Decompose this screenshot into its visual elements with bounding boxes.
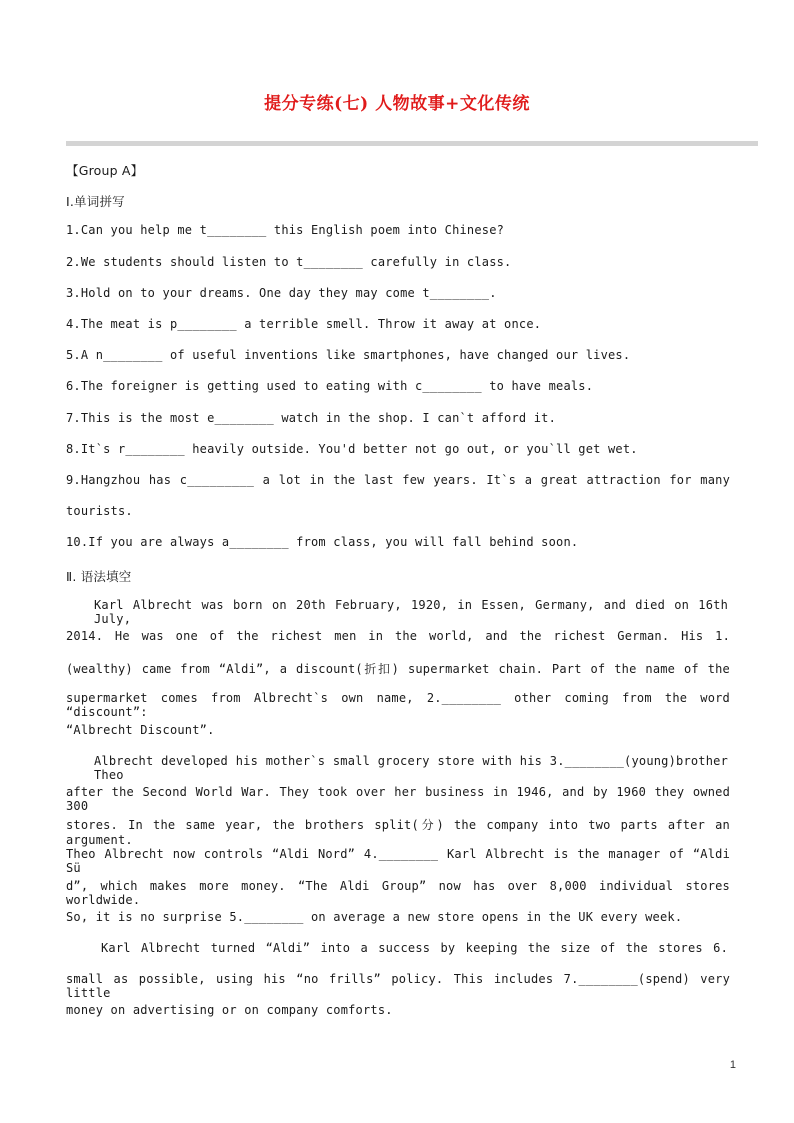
passage-line: Albrecht developed his mother`s small grocery store with his 3.________(young)brother Theo: [94, 754, 728, 782]
exercise-item: 2.We students should listen to t________ carefully in class.: [66, 255, 512, 269]
section1-heading: Ⅰ.单词拼写: [66, 194, 125, 209]
exercise-item: 1.Can you help me t________ this English poem into Chinese?: [66, 223, 505, 237]
exercise-item: 5.A n________ of useful inventions like smartphones, have changed our lives.: [66, 348, 631, 362]
exercise-item-continued: tourists.: [66, 504, 133, 518]
exercise-item: 6.The foreigner is getting used to eating with c________ to have meals.: [66, 379, 594, 393]
passage-line: Karl Albrecht was born on 20th February, 1920, in Essen, Germany, and died on 16th July,: [94, 598, 728, 626]
exercise-item: 3.Hold on to your dreams. One day they may come t________.: [66, 286, 497, 300]
passage-line: supermarket comes from Albrecht`s own name, 2.________ other coming from the word “discount”:: [66, 691, 730, 719]
passage-line: Theo Albrecht now controls “Aldi Nord” 4.________ Karl Albrecht is the manager of “Aldi Sü: [66, 847, 730, 875]
title-divider: [66, 141, 758, 146]
passage-line: (wealthy) came from “Aldi”, a discount(折扣) supermarket chain. Part of the name of the: [66, 662, 730, 676]
exercise-item: 7.This is the most e________ watch in the shop. I can`t afford it.: [66, 411, 557, 425]
passage-line: stores. In the same year, the brothers split(分) the company into two parts after an argument.: [66, 818, 730, 847]
passage-line: small as possible, using his “no frills” policy. This includes 7.________(spend) very little: [66, 972, 730, 1000]
passage-line: 2014. He was one of the richest men in the world, and the richest German. His 1.: [66, 629, 730, 643]
passage-line: So, it is no surprise 5.________ on average a new store opens in the UK every week.: [66, 910, 683, 924]
group-label: 【Group A】: [66, 163, 144, 178]
exercise-item: 8.It`s r________ heavily outside. You'd better not go out, or you`ll get wet.: [66, 442, 638, 456]
page-title: 提分专练(七) 人物故事+文化传统: [264, 94, 530, 114]
section2-heading: Ⅱ. 语法填空: [66, 569, 132, 584]
passage-line: “Albrecht Discount”.: [66, 723, 215, 737]
exercise-item: 10.If you are always a________ from class, you will fall behind soon.: [66, 535, 579, 549]
passage-line: d”, which makes more money. “The Aldi Group” now has over 8,000 individual stores worldwide.: [66, 879, 730, 907]
exercise-item: 4.The meat is p________ a terrible smell. Throw it away at once.: [66, 317, 542, 331]
page-number: 1: [729, 1059, 736, 1071]
passage-line: money on advertising or on company comforts.: [66, 1003, 393, 1017]
passage-line: after the Second World War. They took over her business in 1946, and by 1960 they owned 300: [66, 785, 730, 813]
exercise-item: 9.Hangzhou has c_________ a lot in the last few years. It`s a great attraction for many: [66, 473, 730, 487]
passage-line: Karl Albrecht turned “Aldi” into a success by keeping the size of the stores 6.: [101, 941, 728, 955]
